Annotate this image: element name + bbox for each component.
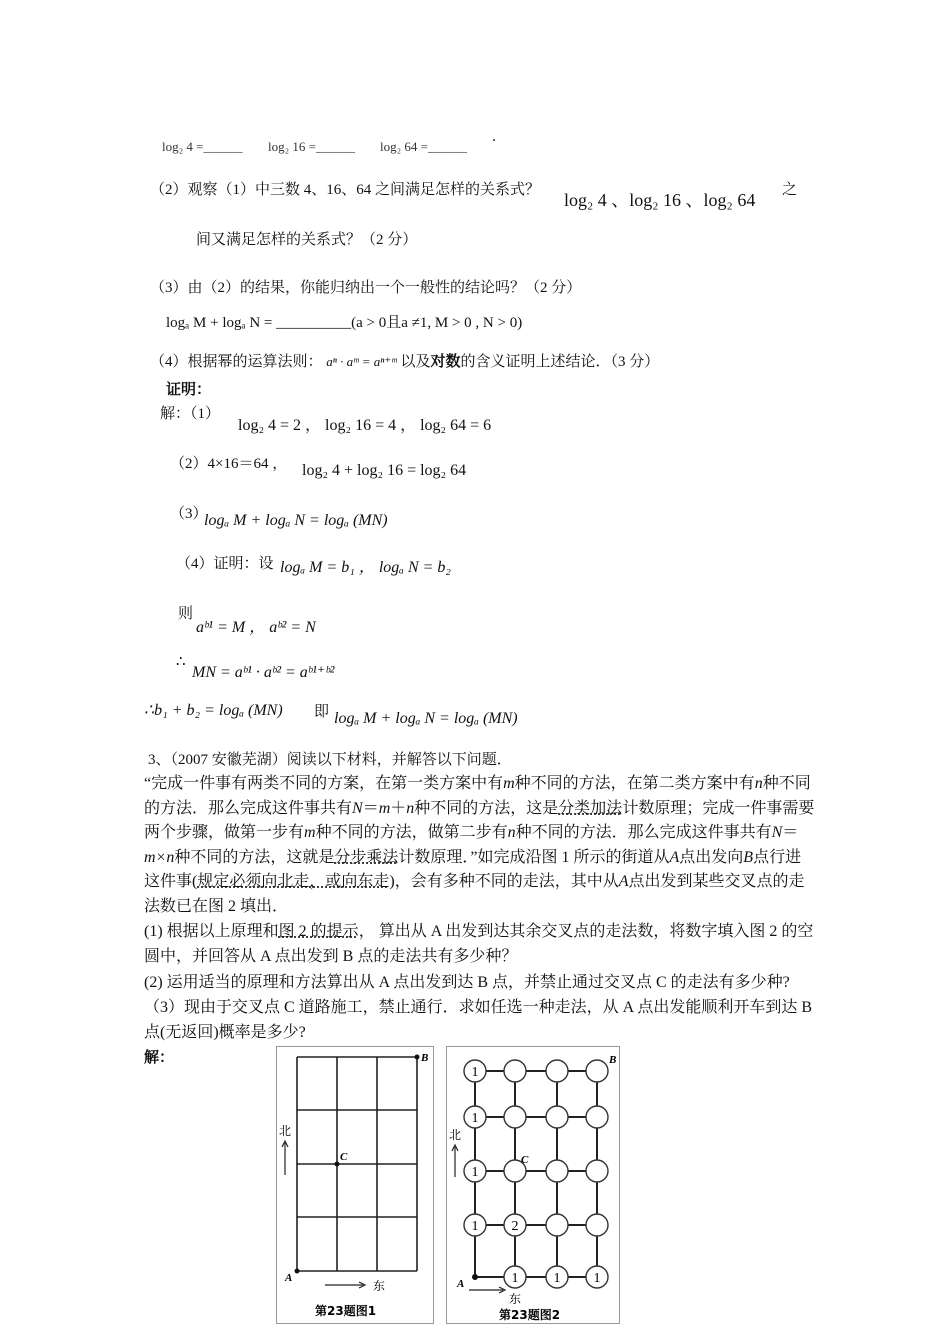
east-arrow-icon: [325, 1282, 365, 1288]
figure-2-node-value: 2: [511, 1219, 519, 1234]
figure-1: [276, 1046, 434, 1324]
figure-2: [446, 1046, 620, 1324]
figure-2-node-value: 1: [471, 1165, 479, 1180]
figure-2-north-label: 北: [449, 1128, 462, 1142]
proof-step-2-prefix: （2）4×16＝64 ，: [170, 456, 288, 472]
figure-1-caption: 第23题图1: [315, 1304, 377, 1318]
figure-2-point-a: [472, 1274, 478, 1280]
q3-item-3: （3）现由于交叉点 C 道路施工，禁止通行．求如任选一种走法，从 A 点出发能顺利开车到达 B 点(无返回)概率是多少?: [144, 999, 813, 1041]
part4-mid: 以及: [400, 354, 431, 370]
figure-1-point-a: [295, 1269, 300, 1274]
part4-prefix: （4）根据幂的运算法则：: [150, 354, 323, 370]
figure-1-label-b: B: [421, 1052, 429, 1064]
figure-2-node-1-1: [504, 1106, 526, 1128]
q3-answer-label: 解：: [144, 1050, 175, 1066]
part4-rule: aⁿ · aᵐ = aⁿ⁺ᵐ: [326, 354, 397, 369]
figure-2-caption: 第23题图2: [499, 1308, 561, 1322]
part2-logs: log₂ 4 、log₂ 16 、log₂ 64: [564, 190, 756, 210]
figure-1-label-c: C: [340, 1151, 348, 1163]
figure-2-label-c: C: [521, 1154, 529, 1166]
figure-2-node-3-3: [586, 1214, 608, 1236]
figure-2-node-value: 1: [511, 1271, 519, 1286]
figure-2-node-0-3: [586, 1060, 608, 1082]
proof-therefore: ∴: [176, 654, 186, 670]
part2-line-2: 间又满足怎样的关系式？（2 分）: [196, 232, 418, 248]
proof-step-2: log₂ 4 + log₂ 16 = log₂ 64: [302, 462, 467, 479]
part1-dot: .: [492, 128, 496, 145]
figure-2-node-1-3: [586, 1106, 608, 1128]
figure-2-node-1-2: [546, 1106, 568, 1128]
figure-2-node-value: 1: [553, 1271, 561, 1286]
proof-step-3: logₐ M + logₐ N = logₐ (MN): [204, 512, 388, 529]
proof-step-1: log₂ 4 = 2 ， log₂ 16 = 4 ， log₂ 64 = 6: [238, 417, 492, 434]
proof-step-6: MN = aᵇ¹ · aᵇ² = aᵇ¹⁺ᵇ²: [192, 664, 335, 681]
proof-step-7b: logₐ M + logₐ N = logₐ (MN): [334, 710, 518, 727]
proof-step-5: aᵇ¹ = M ， aᵇ² = N: [196, 619, 316, 636]
part3-formula: logₐ M + logₐ N = __________(a > 0且a ≠1, M > 0 , N > 0): [166, 315, 523, 331]
figure-2-node-0-2: [546, 1060, 568, 1082]
part1-blank-3: log₂ 64 =______: [380, 139, 467, 154]
part4-line: [150, 350, 659, 371]
proof-step-4-prefix: （4）证明：设: [176, 556, 274, 572]
part4-suffix: 的含义证明上述结论．（3 分）: [460, 354, 660, 370]
figure-1-east-label: 东: [373, 1279, 386, 1293]
figure-1-label-a: A: [285, 1272, 293, 1284]
proof-step-7-mid: 即: [314, 704, 330, 720]
figure-2-node-2-2: [546, 1160, 568, 1182]
part3-line-1: （3）由（2）的结果，你能归纳出一个一般性的结论吗？（2 分）: [150, 280, 582, 296]
north-arrow-icon: [452, 1145, 458, 1177]
proof-then: 则: [178, 606, 194, 622]
q3-title: 3、（2007 安徽芜湖）阅读以下材料，并解答以下问题．: [148, 752, 512, 768]
east-arrow-icon: [469, 1287, 505, 1293]
solution-label: 解：（1）: [160, 406, 221, 422]
figure-2-grid: [447, 1047, 619, 1323]
part1-blank-2: log₂ 16 =______: [268, 139, 355, 154]
figure-2-node-value: 1: [471, 1065, 479, 1080]
figure-2-node-value: 1: [471, 1219, 479, 1234]
figure-2-east-label: 东: [509, 1292, 522, 1306]
q3-item-1: (1) 根据以上原理和图 2 的提示， 算出从 A 出发到达其余交叉点的走法数，将数字填入图 2 的空圆中，并回答从 A 点出发到 B 点的走法共有多少种？: [144, 923, 814, 965]
north-arrow-icon: [282, 1141, 288, 1175]
q3-item-2: (2) 运用适当的原理和方法算出从 A 点出发到达 B 点，并禁止通过交叉点 C 的走法有多少种?: [144, 974, 790, 991]
q3-material: “完成一件事有两类不同的方案，在第一类方案中有m种不同的方法，在第二类方案中有n种不同的方法．那么完成这件事共有N＝m＋n种不同的方法，这是分类加法计数原理；完成一件事需要两个步骤，做第一步有m种不同的方法，做第二步有n种不同的方法．那么完成这件事共有N＝m×n种不同的方法，这就是分步乘法计数原理．”如完成沿图 1 所示的街道从A点出发向B点行进这件事(规定必须向北走，或向东走)，会有多种不同的走法，其中从A点出发到某些交叉点的走法数已在图 2 填出．: [144, 775, 815, 915]
figure-1-point-b: [415, 1055, 420, 1060]
part4-bold: 对数: [430, 354, 461, 370]
figure-2-node-value: 1: [593, 1271, 601, 1286]
figure-2-node-value: 1: [471, 1111, 479, 1126]
figure-2-node-3-2: [546, 1214, 568, 1236]
figure-2-node-2-3: [586, 1160, 608, 1182]
figure-1-point-c: [335, 1162, 340, 1167]
proof-label: 证明：: [166, 382, 212, 398]
figure-1-north-label: 北: [279, 1124, 292, 1138]
part2-line-1: （2）观察（1）中三数 4、16、64 之间满足怎样的关系式？: [150, 182, 541, 198]
part2-suffix: 之: [782, 182, 798, 198]
figure-2-node-0-1: [504, 1060, 526, 1082]
proof-step-3-prefix: （3）: [170, 506, 208, 522]
figure-1-grid: [277, 1047, 433, 1323]
proof-step-4: logₐ M = b₁ ， logₐ N = b₂: [280, 559, 451, 576]
figure-2-label-b: B: [609, 1054, 617, 1066]
figure-2-label-a: A: [457, 1278, 465, 1290]
part1-blank-1: log₂ 4 =______: [162, 139, 243, 154]
proof-step-7: ∴b₁ + b₂ = logₐ (MN): [144, 702, 283, 719]
